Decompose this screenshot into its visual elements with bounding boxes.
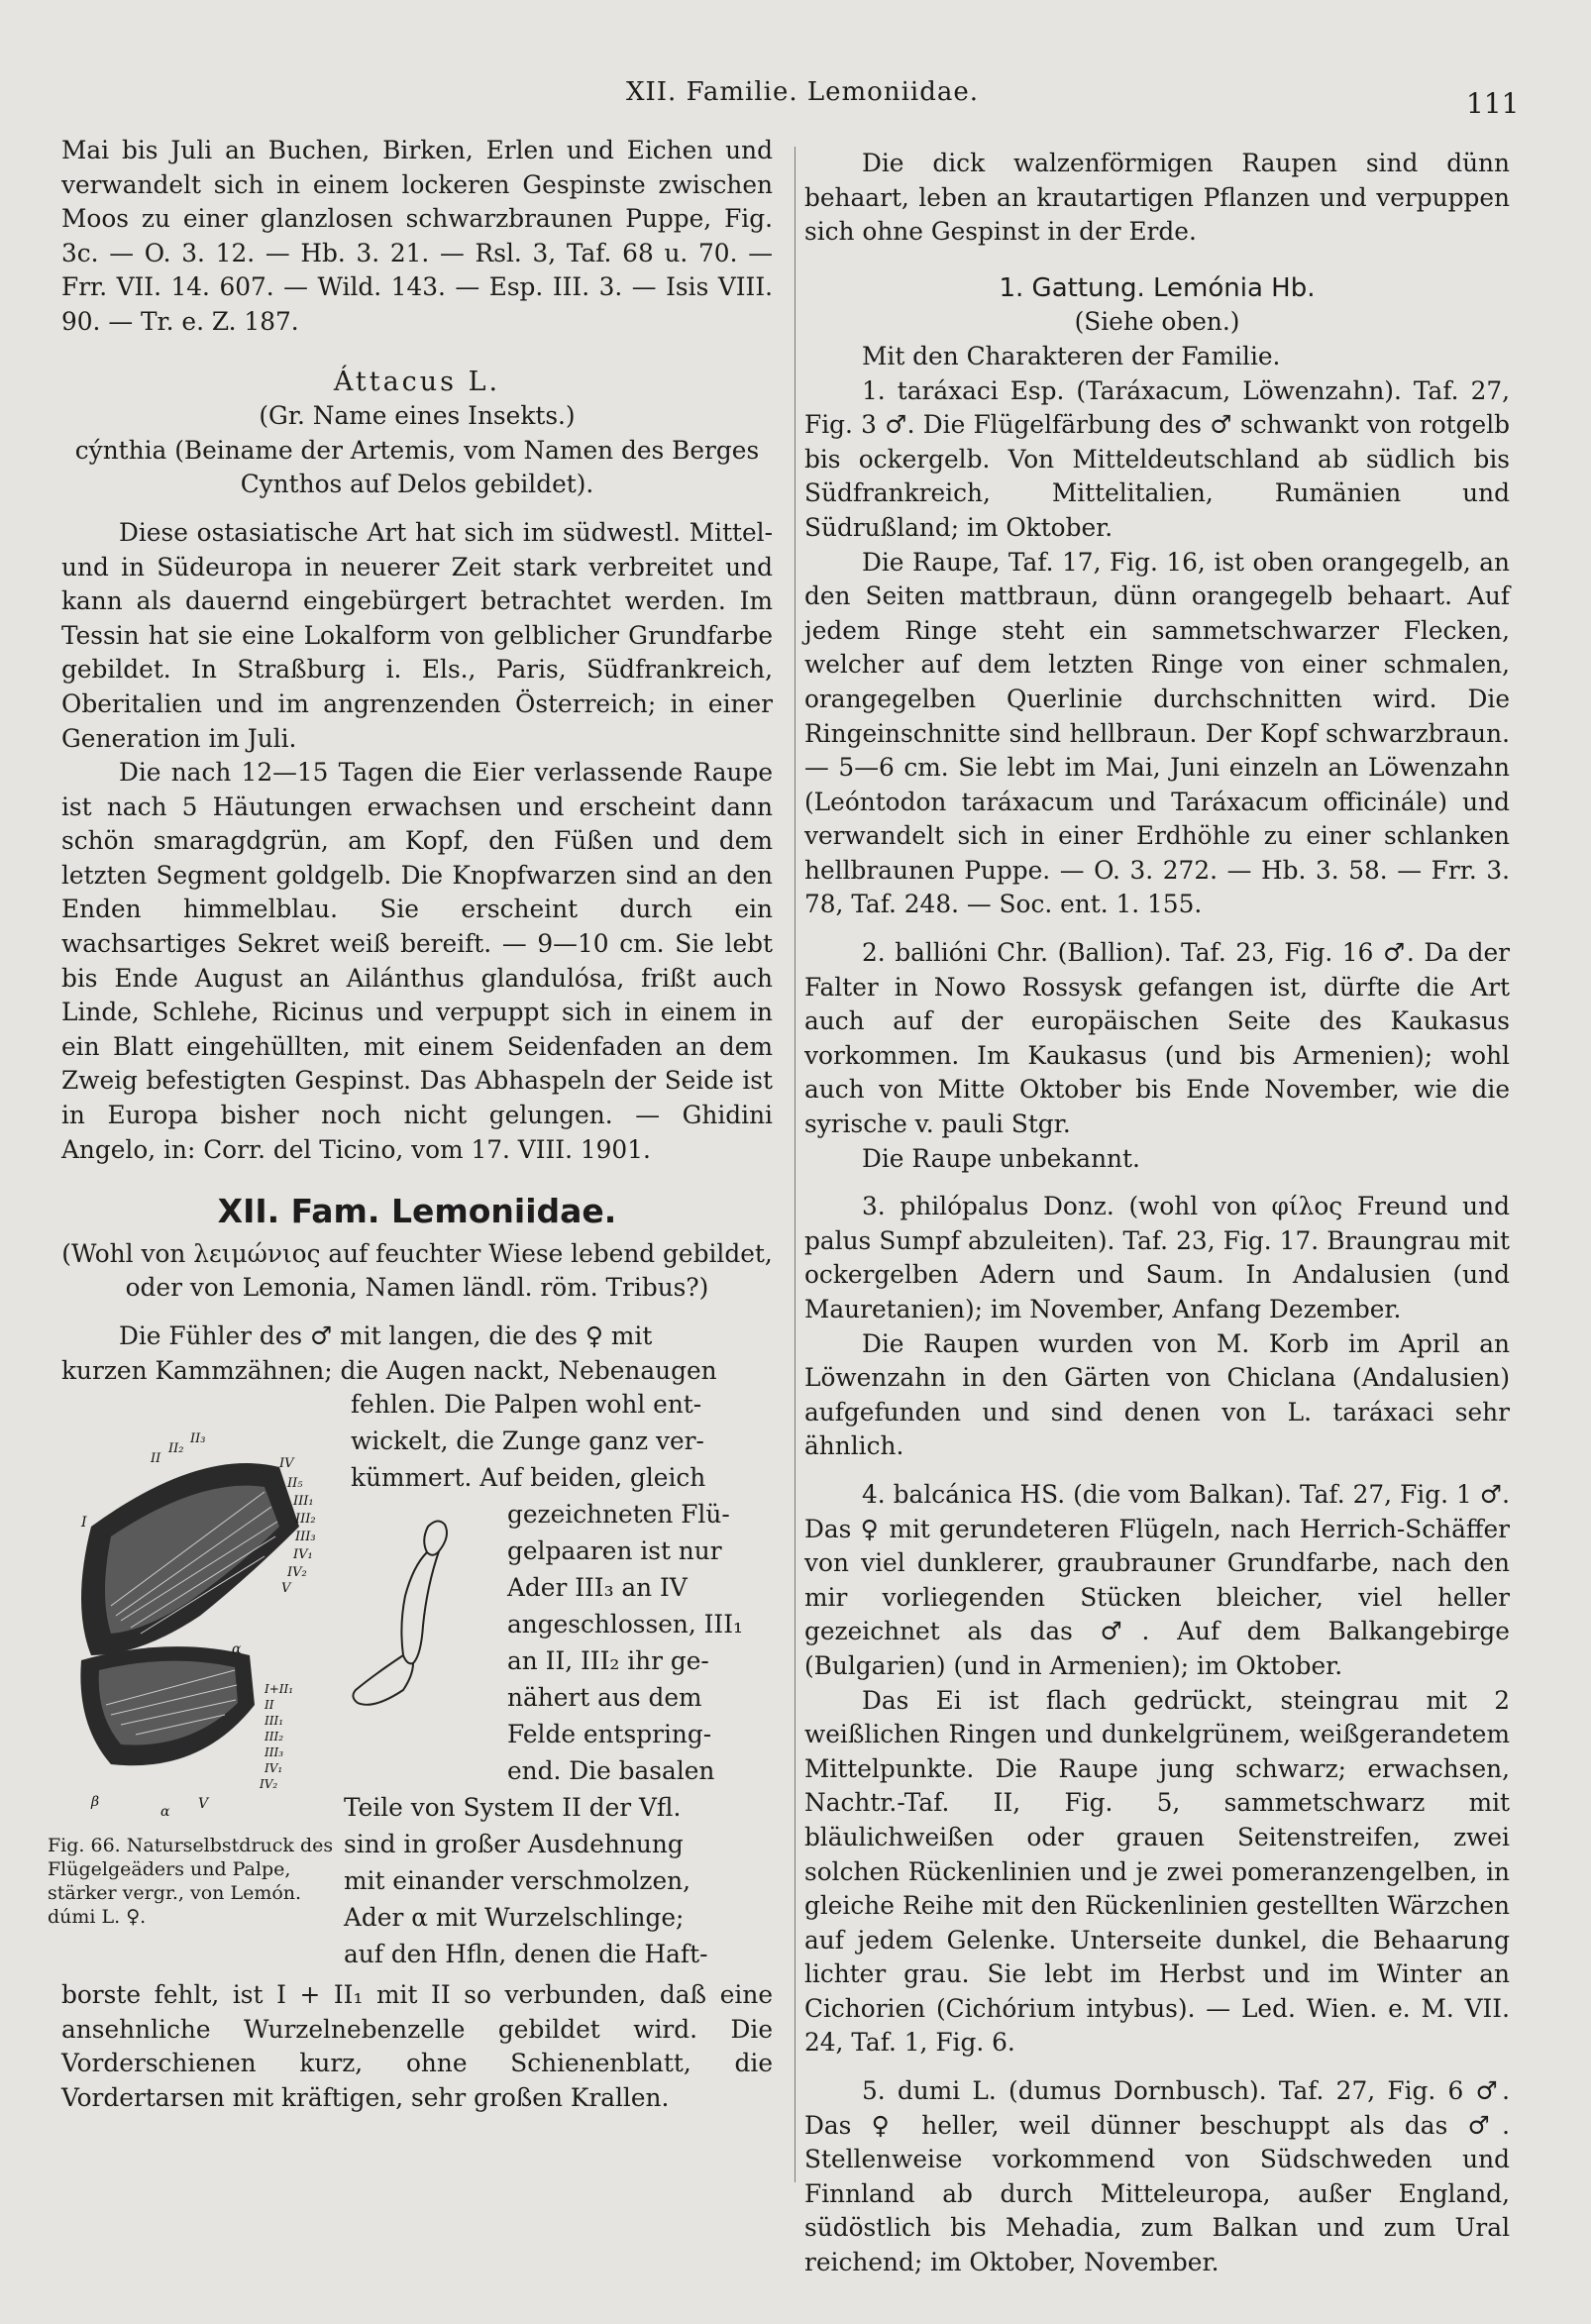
svg-text:V: V: [281, 1581, 291, 1597]
svg-text:II₃: II₃: [190, 1431, 206, 1447]
flow-line: angeschlossen, III₁: [507, 1610, 743, 1639]
right-column: [804, 147, 1510, 2280]
svg-text:IV: IV: [279, 1456, 294, 1472]
svg-text:III₃: III₃: [265, 1745, 284, 1760]
page-number: 111: [1466, 87, 1520, 120]
paragraph: Die nach 12—15 Tagen die Eier verlassende Raupe ist nach 5 Häutungen erwachsen und erscheint dann schön smaragdgrün, am Kopf, den Füßen und dem letzten Segment goldgelb. Die Knopfwarzen sind an den Enden himmelblau. Sie erscheint durch ein wachsartiges Sekret weiß bereift. — 9—10 cm. Sie lebt bis Ende August an Ailánthus glandulósa, frißt auch Linde, Schlehe, Ricinus und verpuppt sich in einem in ein Blatt eingehüllten, mit einem Seidenfaden an dem Zweig befestigten Gespinst. Das Abhaspeln der Seide ist in Europa bisher noch nicht gelungen. — Ghidini Angelo, in: Corr. del Ticino, vom 17. VIII. 1901.: [61, 758, 773, 1164]
svg-text:α: α: [232, 1641, 242, 1658]
flow-line: kümmert. Auf beiden, gleich: [351, 1463, 706, 1493]
family-heading: XII. Fam. Lemoniidae.: [217, 1192, 617, 1231]
flow-line: auf den Hfln, denen die Haft-: [344, 1940, 708, 1969]
paragraph: Mit den Charakteren der Familie.: [862, 341, 1281, 370]
column-divider: [795, 147, 796, 2182]
svg-text:III₂: III₂: [295, 1512, 316, 1528]
flow-line: sind in großer Ausdehnung: [344, 1830, 684, 1859]
paragraph: Die Raupe unbekannt.: [862, 1143, 1140, 1173]
svg-text:I+II₁: I+II₁: [265, 1682, 294, 1697]
svg-text:II₅: II₅: [287, 1476, 303, 1492]
species-entry: 5. dumi L. (dumus Dornbusch). Taf. 27, Fig. 6 ♂. Das ♀ heller, weil dünner beschuppt als das ♂. Stellenweise vorkommend von Südschweden und Finnland ab durch Mitteleuropa, außer England, südöstlich bis Mehadia, zum Balkan und zum Ural reichend; im Oktober, November.: [804, 2076, 1510, 2277]
flow-line: Ader α mit Wurzelschlinge;: [344, 1903, 685, 1933]
svg-text:V: V: [198, 1796, 209, 1813]
species-entry: 3. philópalus Donz. (wohl von φίλος Freund und palus Sumpf abzuleiten). Taf. 23, Fig. 17. Braungrau mit ockergelben Adern und Saum. In Andalusien (und Mauretanien); im November, Anfang Dezember.: [804, 1192, 1510, 1323]
flow-line: fehlen. Die Palpen wohl ent-: [351, 1390, 702, 1420]
svg-text:α: α: [160, 1804, 170, 1821]
svg-text:IV₂: IV₂: [260, 1777, 278, 1792]
species-entry: cýnthia (Beiname der Artemis, vom Namen des Berges Cynthos auf Delos gebildet).: [74, 435, 760, 499]
genus-heading: Áttacus L.: [333, 366, 501, 397]
svg-text:III₁: III₁: [265, 1714, 284, 1729]
svg-text:III₁: III₁: [293, 1494, 314, 1510]
family-subtitle: (Wohl von λειμώνιος auf feuchter Wiese lebend gebildet, oder von Lemonia, Namen ländl. röm. Tribus?): [61, 1238, 773, 1303]
wing-venation-figure: [52, 1408, 369, 1824]
gattung-subtitle: (Siehe oben.): [1074, 307, 1240, 337]
flow-line: end. Die basalen: [507, 1756, 715, 1786]
flow-line: wickelt, die Zunge ganz ver-: [351, 1426, 704, 1456]
svg-text:II₂: II₂: [168, 1441, 184, 1457]
svg-text:IV₁: IV₁: [293, 1547, 313, 1563]
paragraph: Mai bis Juli an Buchen, Birken, Erlen und Eichen und verwandelt sich in einem lockeren Gespinste zwischen Moos zu einer glanzlosen schwarzbraunen Puppe, Fig. 3c. — O. 3. 12. — Hb. 3. 21. — Rsl. 3, Taf. 68 u. 70. — Frr. VII. 14. 607. — Wild. 143. — Esp. III. 3. — Isis VIII. 90. — Tr. e. Z. 187.: [61, 136, 773, 336]
flow-line: gezeichneten Flü-: [507, 1500, 730, 1530]
species-entry: 4. balcánica HS. (die vom Balkan). Taf. 27, Fig. 1 ♂. Das ♀ mit gerundeteren Flügeln, nach Herrich-Schäffer von viel dunklerer, graubrauner Grundfarbe, nach den mir vorliegenden Stücken bleicher, viel heller gezeichnet als das ♂. Auf dem Balkangebirge (Bulgarien) (und in Armenien); im Oktober.: [804, 1479, 1510, 1680]
paragraph-line: kurzen Kammzähnen; die Augen nackt, Nebenaugen: [61, 1355, 717, 1385]
paragraph: Die Raupen wurden von M. Korb im April an Löwenzahn in den Gärten von Chiclana (Andalusien) aufgefunden und sind denen von L. taráxaci sehr ähnlich.: [804, 1328, 1510, 1461]
svg-text:IV₁: IV₁: [265, 1761, 283, 1776]
flow-line: nähert aus dem: [507, 1683, 702, 1713]
paragraph-line: Die Fühler des ♂ mit langen, die des ♀ mit: [119, 1321, 653, 1350]
running-head: XII. Familie. Lemoniidae.: [626, 77, 980, 107]
svg-text:I: I: [81, 1515, 87, 1532]
svg-text:II: II: [265, 1698, 274, 1713]
paragraph: borste fehlt, ist I + II₁ mit II so verbunden, daß eine ansehnliche Wurzelnebenzelle gebildet wird. Die Vorderschienen kurz, ohne Schienenblatt, die Vordertarsen mit kräftigen, sehr großen Krallen.: [61, 1980, 773, 2112]
palp-figure: [344, 1507, 473, 1720]
species-entry: 1. taráxaci Esp. (Taráxacum, Löwenzahn). Taf. 27, Fig. 3 ♂. Die Flügelfärbung des ♂ schwankt von rotgelb bis ockergelb. Von Mitteldeutschland ab südlich bis Südfrankreich, Mittelitalien, Rumänien und Südrußland; im Oktober.: [804, 375, 1510, 542]
svg-text:III₃: III₃: [295, 1530, 316, 1545]
paragraph: Diese ostasiatische Art hat sich im südwestl. Mittel- und in Südeuropa in neuerer Zeit stark verbreitet und kann als dauernd eingebürgert betrachtet werden. Im Tessin hat sie eine Lokalform von gelblicher Grundfarbe gebildet. In Straßburg i. Els., Paris, Südfrankreich, Oberitalien und im angrenzenden Österreich; in einer Generation im Juli.: [61, 517, 773, 753]
svg-text:IV₂: IV₂: [287, 1565, 307, 1581]
flow-line: mit einander verschmolzen,: [344, 1866, 690, 1896]
svg-text:β: β: [91, 1794, 100, 1811]
species-entry: 2. ballióni Chr. (Ballion). Taf. 23, Fig. 16 ♂. Da der Falter in Nowo Rossysk gefangen ist, dürfte die Art auch auf der europäischen Seite des Kaukasus vorkommen. Im Kaukasus (und bis Armenien); wohl auch von Mitte Oktober bis Ende November, wie die syrische v. pauli Stgr.: [804, 938, 1510, 1139]
left-column: [48, 134, 773, 2116]
svg-text:II: II: [151, 1451, 161, 1467]
paragraph: Das Ei ist flach gedrückt, steingrau mit 2 weißlichen Ringen und dunkelgrünem, weißgerandetem Mittelpunkte. Die Raupe jung schwarz; erwachsen, Nachtr.-Taf. II, Fig. 5, sammetschwarz mit bläulichweißen oder grauen Seitenstreifen, zwei solchen Rückenlinien und je zwei pomeranzengelben, in gleiche Reihe mit den Rückenlinien gestellten Wärzchen auf jedem Gelenke. Unterseite dunkel, die Behaarung lichter grau. Sie lebt im Herbst und im Winter an Cichorien (Cichórium intybus). — Led. Wien. e. M. VII. 24, Taf. 1, Fig. 6.: [804, 1685, 1510, 2058]
flow-line: Teile von System II der Vfl.: [344, 1793, 682, 1823]
page-header: [0, 77, 1591, 120]
genus-subtitle: (Gr. Name eines Insekts.): [259, 401, 576, 431]
figure-caption: Fig. 66. Naturselbstdruck des Flügelgeäders und Palpe, stärker vergr., von Lemón. dúmi L. ♀.: [48, 1835, 334, 1929]
flow-line: gelpaaren ist nur: [507, 1536, 722, 1566]
flow-line: Felde entspring-: [507, 1720, 712, 1749]
figure-block: [48, 1388, 773, 1969]
flow-line: an II, III₂ ihr ge-: [507, 1646, 709, 1676]
paragraph: Die dick walzenförmigen Raupen sind dünn behaart, leben an krautartigen Pflanzen und verpuppen sich ohne Gespinst in der Erde.: [804, 149, 1510, 247]
svg-text:III₂: III₂: [265, 1730, 284, 1744]
paragraph: Die Raupe, Taf. 17, Fig. 16, ist oben orangegelb, an den Seiten mattbraun, dünn orangegelb behaart. Auf jedem Ringe steht ein sammetschwarzer Flecken, welcher auf dem letzten Ringe von einer schmalen, orangegelben Querlinie durchschnitten wird. Die Ringeinschnitte sind hellbraun. Der Kopf schwarzbraun. — 5—6 cm. Sie lebt im Mai, Juni einzeln an Löwenzahn (Leóntodon taráxacum und Taráxacum officinále) und verwandelt sich in einer Erdhöhle zu einer schlanken hellbraunen Puppe. — O. 3. 272. — Hb. 3. 58. — Frr. 3. 78, Taf. 248. — Soc. ent. 1. 155.: [804, 547, 1510, 919]
flow-line: Ader III₃ an IV: [507, 1573, 688, 1603]
gattung-heading: 1. Gattung. Lemónia Hb.: [999, 272, 1316, 303]
